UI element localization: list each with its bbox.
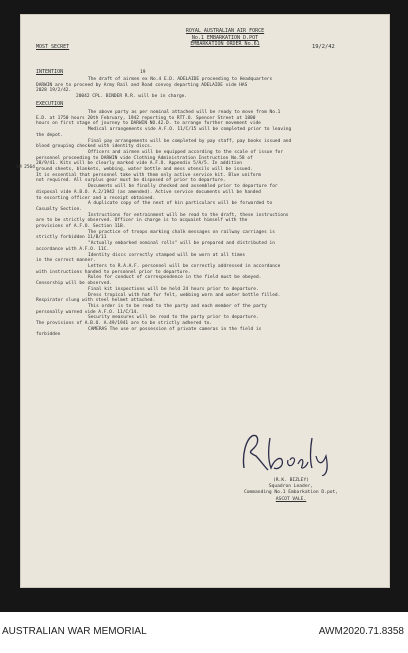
execution-line: not required. All surplus gear must be disposed of prior to departure.	[36, 178, 226, 184]
execution-line: Medical arrangements vide A.F.O. 11/C/15 will be completed prior to leaving	[88, 127, 292, 133]
execution-line: Officers and airmen will be equipped according to the scale of issue for	[88, 149, 284, 155]
execution-line: 28/9/41. Kits will be clearly marked vide A.F.O. Appendix 5/A/5. In addition	[36, 161, 242, 167]
execution-line: Final pay arrangements will be completed by pay staff, pay books issued and	[88, 138, 292, 144]
margin-note: SM 2564.	[16, 165, 38, 170]
document-date: 19/2/42	[312, 44, 335, 50]
execution-line: personnel proceeding to DARWIN vide Clothing Administration Instruction No.58 of	[36, 155, 253, 161]
handwritten-signature	[238, 430, 336, 476]
execution-line: Rules for conduct of correspondence in the field must be obeyed.	[88, 275, 262, 281]
execution-heading: EXECUTION	[36, 101, 64, 107]
document-header	[140, 28, 310, 48]
execution-line: It is essential that personnel take with them only active service kit. Blue uniform	[36, 172, 261, 178]
execution-line: forbidden	[36, 332, 61, 338]
execution-line: Censorship will be observed.	[36, 281, 112, 287]
execution-line: E.D. at 1750 hours 20th February, 1942 reporting to RTT.O. Spencer Street at 1800	[36, 115, 256, 121]
execution-line: Security measures will be read to the party prior to departure.	[88, 315, 259, 321]
execution-line: provisions of A.F.O. Section 11B.	[36, 224, 126, 230]
execution-line: This order is to be read to the party and each member of the party	[88, 303, 267, 309]
signatory-rank: Squadron Leader,	[268, 484, 314, 490]
execution-line: Final kit inspections will be held 24 hours prior to departure.	[88, 286, 259, 292]
intention-line: DARWIN are to proceed by Army Rail and Road convoy departing ADELAIDE vide HAS	[36, 82, 248, 88]
execution-line: The provisions of A.B.O. A.49/1941 are to be strictly adhered to.	[36, 321, 213, 327]
execution-line: personally warned vide A.F.O. 11/C/14.	[36, 309, 139, 315]
execution-line: Casualty Section.	[36, 206, 83, 212]
depot-name: No.1 EMBARKATION D.POT	[191, 34, 259, 41]
execution-body	[36, 110, 380, 338]
execution-line: blood grouping checked with identity discs.	[36, 144, 153, 150]
execution-line: disposal vide A.B.O. A.2/1942 (as amended). Active service documents will be handed	[36, 189, 261, 195]
order-number: EMBARKATION ORDER No.61	[190, 41, 260, 47]
signatory-name: (R.K. BIZLEY)	[273, 478, 309, 483]
intention-heading: INTENTION	[36, 69, 64, 75]
intention-line: 20042 CPL. BINDER R.R. will be in charge.	[76, 94, 188, 100]
execution-line: Documents will be finally checked and assembled prior to departure for	[88, 184, 278, 190]
signature-block	[216, 478, 366, 503]
execution-line: ground sheets, blankets, webbing, water bottle and mess utensils will be issued.	[36, 167, 253, 173]
execution-line: Letters to R.A.A.F. personnel will be correctly addressed in accordance	[88, 263, 281, 269]
signatory-role: Commanding No.1 Embarkation D.pot,	[243, 490, 339, 496]
intention-number: 19	[140, 70, 146, 75]
caption-accession-number: AWM2020.71.8358	[318, 626, 404, 637]
intention-body	[36, 77, 380, 100]
execution-line: The above party as per nominal attached will be ready to move from No.1	[88, 110, 281, 115]
execution-line: hours on first stage of journey to DARWIN NO.42.D. to arrange further movement vide	[36, 121, 261, 127]
execution-line: with instructions handed to personnel prior to departure.	[36, 269, 191, 275]
execution-line: The practice of troops marking chalk messages on railway carriages is	[88, 229, 275, 235]
execution-line: CAMERAS The use or possession of private cameras in the field is	[88, 326, 262, 332]
caption-credit: AUSTRALIAN WAR MEMORIAL	[2, 626, 147, 637]
execution-line: Identity discs correctly stamped will be worn at all times	[88, 252, 246, 258]
classification-label: MOST SECRET	[36, 44, 70, 50]
execution-line: to escorting officer and a receipt obtained.	[36, 195, 156, 201]
intention-line: 2028 19/2/42.	[36, 88, 72, 94]
execution-line: A duplicate copy of the next of kin particulars will be forwarded to	[88, 201, 273, 207]
execution-line: Dress tropical with hat fur felt, webbing worn and water bottle filled.	[88, 292, 281, 298]
signatory-place: ASCOT VALE.	[275, 496, 307, 502]
org-name: ROYAL AUSTRALIAN AIR FORCE	[185, 28, 265, 34]
execution-line: "Actually embarked nominal rolls" will be prepared and distributed in	[88, 241, 275, 247]
execution-line: strictly forbidden 11/B/11	[36, 235, 107, 241]
execution-line: the depot.	[36, 132, 64, 138]
execution-line: accordance with A.F.O. 11C.	[36, 246, 110, 252]
document-page	[16, 14, 390, 588]
execution-line: Respirator slung with steel helmet attached.	[36, 298, 156, 304]
execution-line: Instructions for entrainment will be read to the draft, these instructions	[88, 212, 289, 218]
intention-line: The draft of airmen ex No.4 E.D. ADELAIDE proceeding to Headquarters	[88, 77, 273, 82]
caption-bar	[0, 612, 408, 653]
execution-line: in the correct manner.	[36, 258, 96, 264]
execution-line: are to be strictly observed. Officer in charge is to acquaint himself with the	[36, 218, 248, 224]
